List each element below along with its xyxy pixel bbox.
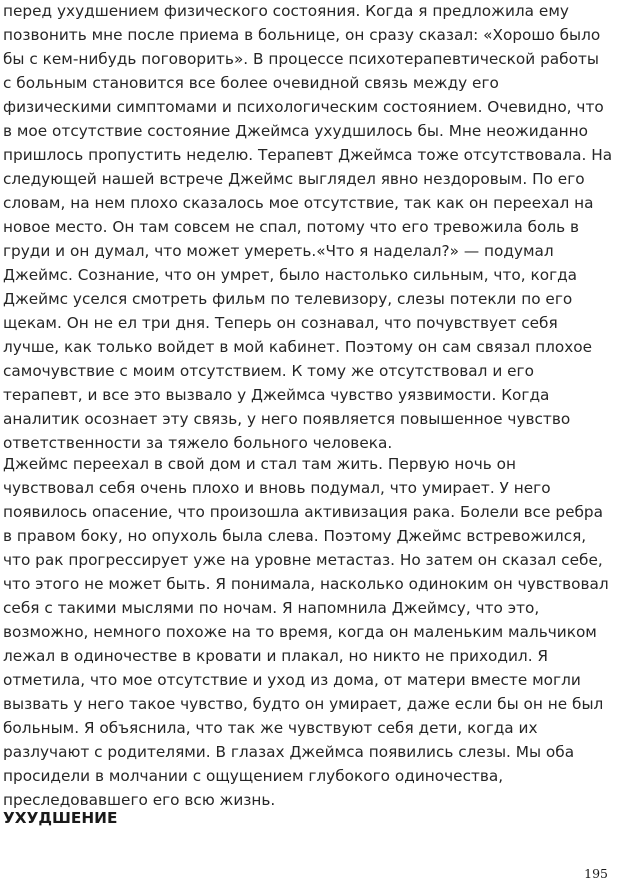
body-paragraph-2: Джеймс переехал в свой дом и стал там жить. Первую ночь он чувствовал себя очень плохо и вновь подумал, что умирает. У него появилось опасение, что произошла активизация рака. Болели все ребра в правом боку, но опухоль была слева. Поэтому Джеймс встревожился, что рак прогрессирует уже на уровне метастаз. Но затем он сказал себе, что этого не может быть. Я понимала, насколько одиноким он чувствовал себя с такими мыслями по ночам. Я напомнила Джеймсу, что это, возможно, немного похоже на то время, когда он маленьким мальчиком лежал в одиночестве в кровати и плакал, но никто не приходил. Я отметила, что мое отсутствие и уход из дома, от матери вместе могли вызвать у него такое чувство, будто он умирает, даже если бы он не был больным. Я объяснила, что так же чувствуют себя дети, когда их разлучают с родителями. В глазах Джеймса появились слезы. Мы оба просидели в молчании с ощущением глубокого одиночества, преследовавшего его всю жизнь.: [3, 455, 609, 809]
body-paragraph-1: перед ухудшением физического состояния. Когда я предложила ему позвонить мне после приема в больнице, он сразу сказал: «Хорошо было бы с кем-нибудь поговорить». В процессе психотерапевтической работы с больным становится все более очевидной связь между его физическими симптомами и психологическим состоянием. Очевидно, что в мое отсутствие состояние Джеймса ухудшилось бы. Мне неожиданно пришлось пропустить неделю. Терапевт Джеймса тоже отсутствовала. На следующей нашей встрече Джеймс выглядел явно нездоровым. По его словам, на нем плохо сказалось мое отсутствие, так как он переехал на новое место. Он там совсем не спал, потому что его тревожила боль в груди и он думал, что может умереть.«Что я наделал?» — подумал Джеймс. Сознание, что он умрет, было настолько сильным, что, когда Джеймс уселся смотреть фильм по телевизору, слезы потекли по его щекам. Он не ел три дня. Теперь он сознавал, что почувствует себя лучше, как только войдет в мой кабинет. Поэтому он сам связал плохое самочувствие с моим отсутствием. К тому же отсутствовал и его терапевт, и все это вызвало у Джеймса чувство уязвимости. Когда аналитик осознает эту связь, у него появляется повышенное чувство ответственности за тяжело больного человека.: [3, 2, 613, 452]
section-heading: УХУДШЕНИЕ: [3, 809, 118, 827]
page-number: 195: [584, 866, 608, 881]
